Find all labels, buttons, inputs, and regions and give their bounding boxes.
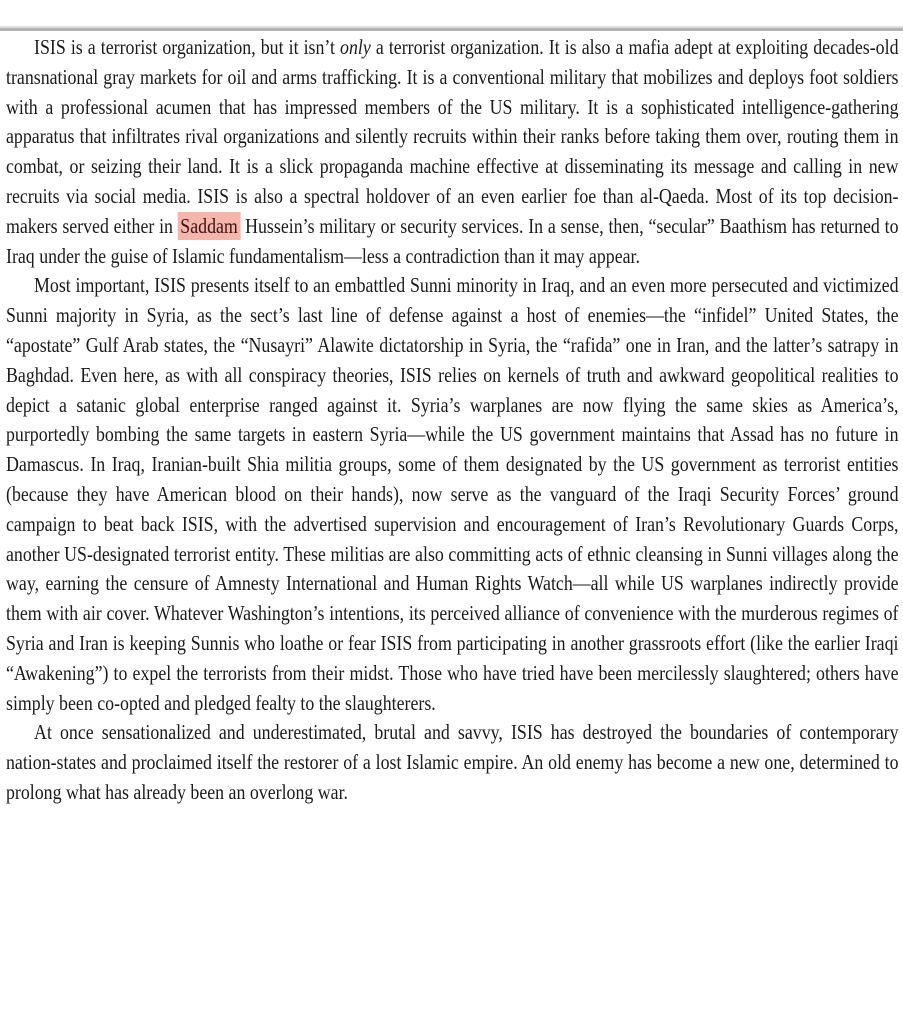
text-segment: ISIS is a terrorist organization, but it isn’t: [34, 35, 341, 59]
page-break-divider: [0, 26, 903, 31]
paragraph: [6, 33, 899, 271]
highlight-annotation[interactable]: Saddam: [178, 212, 241, 240]
emphasis-text: only: [340, 35, 371, 59]
text-segment: Hussein’s military or security services. In a sense, then, “secular” Baathism has returned to Iraq under the guise of Islamic fundamentalism—less a contradiction than it may appear.: [6, 213, 899, 268]
text-segment: Most important, ISIS presents itself to an embattled Sunni minority in Iraq, and an even more persecuted and victimized Sunni majority in Syria, as the sect’s last line of defense against a host of enemies—the “infidel” United States, the “apostate” Gulf Arab states, the “Nusayri” Alawite dictatorship in Syria, the “rafida” one in Iran, and the latter’s satrapy in Baghdad. Even here, as with all conspiracy theories, ISIS relies on kernels of truth and awkward geopolitical realities to depict a satanic global enterprise ranged against it. Syria’s warplanes are now flying the same skies as America’s, purportedly bombing the same targets in eastern Syria—while the US government maintains that Assad has no future in Damascus. In Iraq, Iranian-built Shia militia groups, some of them designated by the US government as terrorist entities (because they have American blood on their hands), now serve as the vanguard of the Iraqi Security Forces’ ground campaign to beat back ISIS, with the advertised supervision and encouragement of Iran’s Revolutionary Guards Corps, another US-designated terrorist entity. These militias are also committing acts of ethnic cleansing in Sunni villages along the way, earning the censure of Amnesty International and Human Rights Watch—all while US warplanes indirectly provide them with air cover. Whatever Washington’s intentions, its perceived alliance of convenience with the murderous regimes of Syria and Iran is keeping Sunnis who loathe or fear ISIS from participating in another grassroots effort (like the earlier Iraqi “Awakening”) to expel the terrorists from their midst. Those who have tried have been mercilessly slaughtered; others have simply been co-opted and pledged fealty to the slaughterers.: [6, 273, 899, 715]
text-segment: At once sensationalized and underestimated, brutal and savvy, ISIS has destroyed the boundaries of contemporary nation-states and proclaimed itself the restorer of a lost Islamic empire. An old enemy has become a new one, determined to prolong what has already been an overlong war.: [6, 720, 899, 804]
page-text: [6, 33, 899, 808]
paragraph: [6, 718, 899, 807]
text-segment: a terrorist organization. It is also a mafia adept at exploiting decades-old transnational gray markets for oil and arms trafficking. It is a conventional military that mobilizes and deploys foot soldiers with a professional acumen that has impressed members of the US military. It is a sophisticated intelligence-gathering apparatus that infiltrates rival organizations and silently recruits within their ranks before taking them over, routing them in combat, or seizing their land. It is a slick propaganda machine effective at disseminating its message and calling in new recruits via social media. ISIS is also a spectral holdover of an even earlier foe than al-Qaeda. Most of its top decision-makers served either in: [6, 35, 899, 238]
paragraph: [6, 271, 899, 718]
